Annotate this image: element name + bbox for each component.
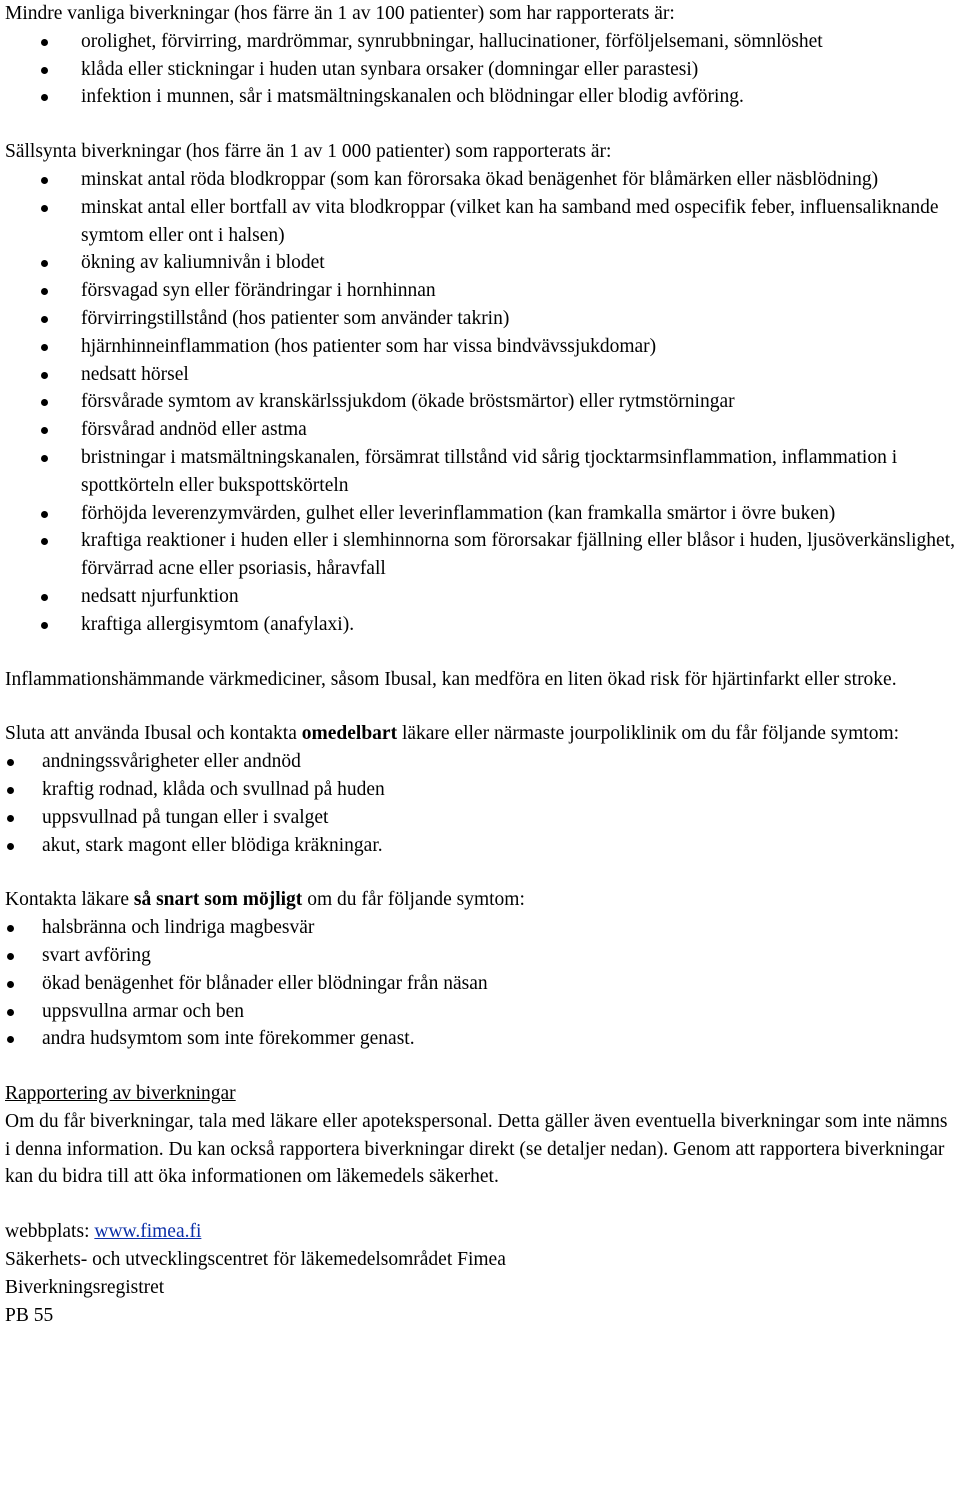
list-item: andningssvårigheter eller andnöd xyxy=(5,748,957,776)
section-uncommon-side-effects xyxy=(5,0,957,111)
bullet-icon xyxy=(41,177,48,184)
list-item: kraftiga allergisymtom (anafylaxi). xyxy=(5,611,957,639)
bullet-icon xyxy=(7,787,14,794)
reporting-heading: Rapportering av biverkningar xyxy=(5,1083,236,1105)
spacer xyxy=(5,111,957,138)
list-item: kraftig rodnad, klåda och svullnad på huden xyxy=(5,776,957,804)
list-item: kraftiga reaktioner i huden eller i slemhinnorna som förorsakar fjällning eller blåsor i huden, ljusöverkänslighet, förvärrad acne eller psoriasis, håravfall xyxy=(5,527,957,583)
list-item: infektion i munnen, sår i matsmältningskanalen och blödningar eller blodig avföring. xyxy=(5,83,957,111)
rare-intro: Sällsynta biverkningar (hos färre än 1 av 1 000 patienter) som rapporterats är: xyxy=(5,141,612,163)
uncommon-intro: Mindre vanliga biverkningar (hos färre än 1 av 100 patienter) som har rapporterats är: xyxy=(5,3,675,24)
bullet-icon xyxy=(41,288,48,295)
bullet-icon xyxy=(41,455,48,462)
list-item: akut, stark magont eller blödiga kräkningar. xyxy=(5,832,957,860)
section-reporting xyxy=(5,1080,957,1191)
stop-symptom-list xyxy=(5,748,957,859)
list-item: ökning av kaliumnivån i blodet xyxy=(5,249,957,277)
bullet-icon xyxy=(41,399,48,406)
contact-intro: Kontakta läkare så snart som möjligt om du får följande symtom: xyxy=(5,889,525,911)
bullet-icon xyxy=(41,372,48,379)
list-item: hjärnhinneinflammation (hos patienter som har vissa bindvävssjukdomar) xyxy=(5,333,957,361)
bullet-icon xyxy=(7,1036,14,1043)
list-item: uppsvullnad på tungan eller i svalget xyxy=(5,804,957,832)
bullet-icon xyxy=(7,953,14,960)
website-link[interactable]: www.fimea.fi xyxy=(94,1221,202,1243)
bullet-icon xyxy=(7,843,14,850)
list-item: förhöjda leverenzymvärden, gulhet eller leverinflammation (kan framkalla smärtor i övre buken) xyxy=(5,500,957,528)
list-item: halsbränna och lindriga magbesvär xyxy=(5,914,957,942)
list-item: försvårad andnöd eller astma xyxy=(5,416,957,444)
bullet-icon xyxy=(41,316,48,323)
bullet-icon xyxy=(41,594,48,601)
list-item: försvagad syn eller förändringar i hornhinnan xyxy=(5,277,957,305)
section-rare-side-effects xyxy=(5,138,957,638)
section-contact-info xyxy=(5,1218,957,1329)
section-stop-using xyxy=(5,720,957,859)
spacer xyxy=(5,1053,957,1080)
heart-risk-note: Inflammationshämmande värkmediciner, såsom Ibusal, kan medföra en liten ökad risk för hjärtinfarkt eller stroke. xyxy=(5,668,897,690)
reporting-text: Om du får biverkningar, tala med läkare eller apotekspersonal. Detta gäller även eventuella biverkningar som inte nämns i denna information. Du kan också rapportera biverkningar direkt (se detaljer nedan). Genom att rapportera biverkningar kan du bidra till att öka informationen om läkemedels säkerhet. xyxy=(5,1110,948,1188)
bullet-icon xyxy=(41,205,48,212)
list-item: nedsatt hörsel xyxy=(5,361,957,389)
spacer xyxy=(5,639,957,666)
bullet-icon xyxy=(41,511,48,518)
list-item: ökad benägenhet för blånader eller blödningar från näsan xyxy=(5,970,957,998)
bullet-icon xyxy=(41,427,48,434)
list-item: minskat antal eller bortfall av vita blodkroppar (vilket kan ha samband med ospecifik feber, influensaliknande symtom eller ont i halsen) xyxy=(5,194,957,250)
bullet-icon xyxy=(41,39,48,46)
emphasis-asap: så snart som möjligt xyxy=(133,889,303,911)
spacer xyxy=(5,859,957,886)
bullet-icon xyxy=(41,260,48,267)
list-item: andra hudsymtom som inte förekommer genast. xyxy=(5,1025,957,1053)
bullet-icon xyxy=(41,538,48,545)
contact-symptom-list xyxy=(5,914,957,1053)
list-item: nedsatt njurfunktion xyxy=(5,583,957,611)
website-line: webbplats: www.fimea.fi xyxy=(5,1221,202,1243)
list-item: klåda eller stickningar i huden utan synbara orsaker (domningar eller parastesi) xyxy=(5,56,957,84)
list-item: bristningar i matsmältningskanalen, försämrat tillstånd vid sårig tjocktarmsinflammation, inflammation i spottkörteln eller bukspottskörteln xyxy=(5,444,957,500)
bullet-icon xyxy=(41,622,48,629)
section-contact-doctor xyxy=(5,886,957,1053)
bullet-icon xyxy=(41,67,48,74)
bullet-icon xyxy=(7,759,14,766)
leaflet-page xyxy=(5,0,957,1329)
po-box: PB 55 xyxy=(5,1304,54,1326)
list-item: orolighet, förvirring, mardrömmar, synrubbningar, hallucinationer, förföljelsemani, sömnlöshet xyxy=(5,28,957,56)
bullet-icon xyxy=(41,344,48,351)
bullet-icon xyxy=(7,1009,14,1016)
org-name: Säkerhets- och utvecklingscentret för läkemedelsområdet Fimea xyxy=(5,1249,506,1271)
bullet-icon xyxy=(7,981,14,988)
uncommon-list xyxy=(5,28,957,111)
stop-intro: Sluta att använda Ibusal och kontakta omedelbart läkare eller närmaste jourpoliklinik om du får följande symtom: xyxy=(5,723,900,745)
list-item: svart avföring xyxy=(5,942,957,970)
bullet-icon xyxy=(7,925,14,932)
registry-name: Biverkningsregistret xyxy=(5,1276,165,1298)
emphasis-immediately: omedelbart xyxy=(301,723,398,745)
spacer xyxy=(5,1191,957,1218)
bullet-icon xyxy=(41,94,48,101)
list-item: uppsvullna armar och ben xyxy=(5,998,957,1026)
rare-list xyxy=(5,166,957,639)
list-item: minskat antal röda blodkroppar (som kan förorsaka ökad benägenhet för blåmärken eller näsblödning) xyxy=(5,166,957,194)
bullet-icon xyxy=(7,815,14,822)
list-item: förvirringstillstånd (hos patienter som använder takrin) xyxy=(5,305,957,333)
list-item: försvårade symtom av kranskärlssjukdom (ökade bröstsmärtor) eller rytmstörningar xyxy=(5,388,957,416)
spacer xyxy=(5,693,957,720)
